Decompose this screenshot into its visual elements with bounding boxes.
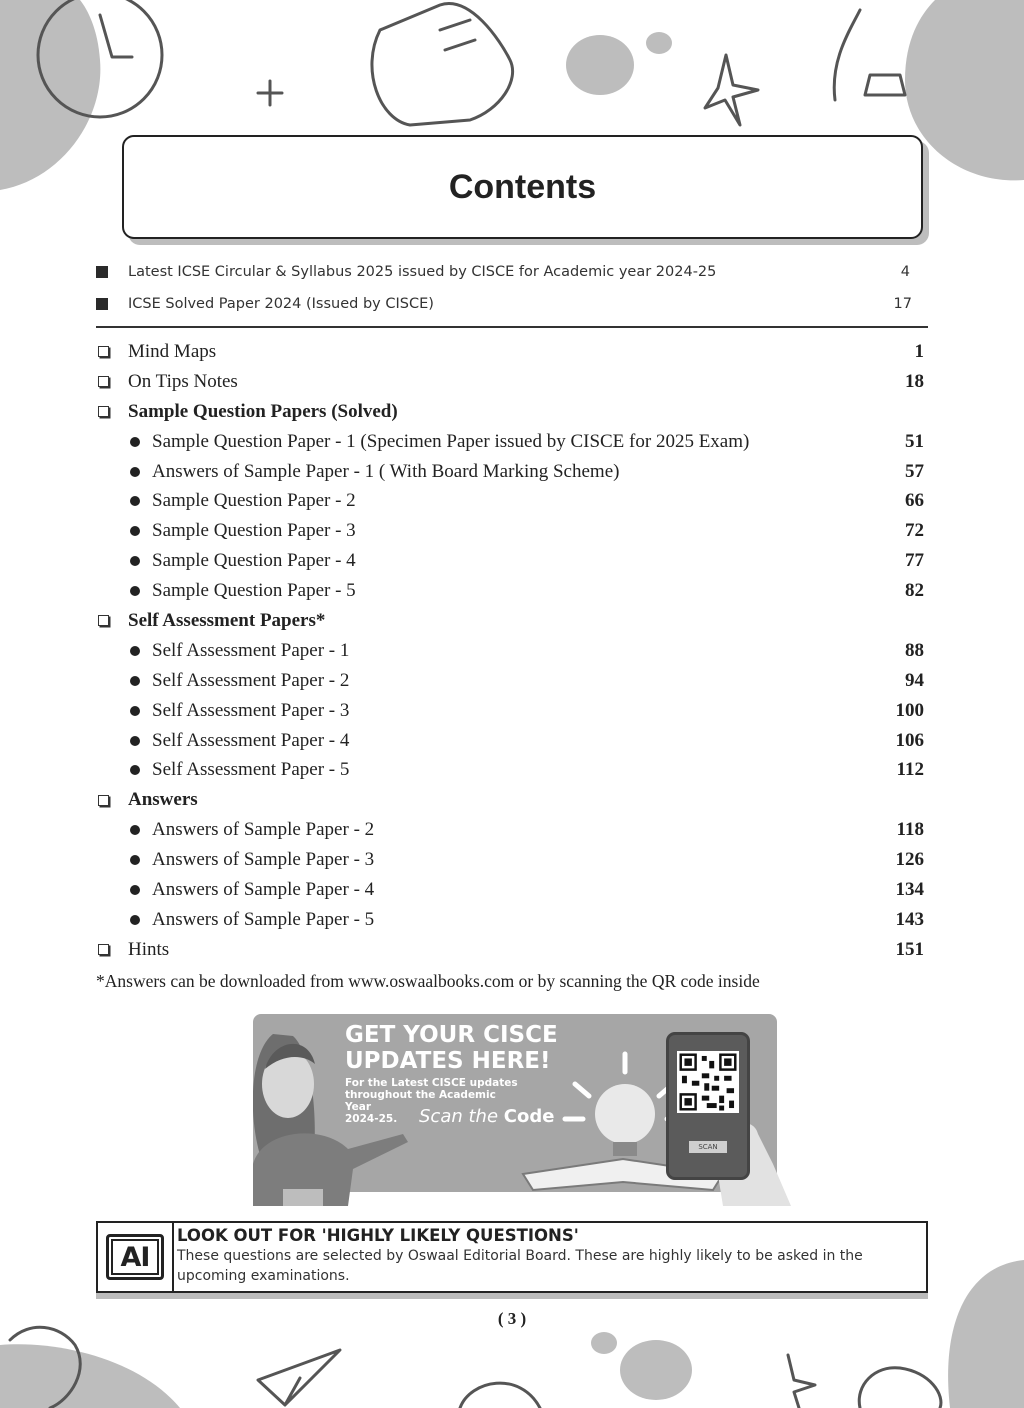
toc-row[interactable] [96,427,928,457]
phone-icon [666,1032,750,1180]
toc-page: 1 [914,340,924,362]
toc-page: 100 [895,699,924,721]
bullet-icon [130,467,140,477]
toc-row[interactable] [96,516,928,546]
toc-label: Self Assessment Paper - 2 [152,669,350,691]
banner-headline [345,1022,558,1074]
highlight-text [174,1223,926,1291]
sparkle-icon [705,55,758,125]
toc-page: 126 [895,849,924,871]
notebook-icon [372,4,513,125]
backpack-icon [834,10,905,100]
bullet-icon [130,825,140,835]
toc-label: Answers of Sample Paper - 4 [152,878,375,900]
checkbox-square-icon [98,376,109,387]
bullet-icon [130,526,140,536]
toc-label: Self Assessment Paper - 3 [152,699,350,721]
toc-row[interactable] [96,845,928,875]
toc-label: Self Assessment Paper - 4 [152,729,350,751]
toc-row[interactable] [96,457,928,487]
blob-bottom-right [948,1260,1024,1408]
toc-list [96,337,928,965]
contents-title-box [122,135,923,239]
toc-page: 118 [896,819,924,841]
filled-square-icon [96,266,108,278]
toc-section-label: Answers [128,789,198,811]
bullet-icon [130,915,140,925]
book-bottom-icon [460,1383,540,1408]
toc-top-row[interactable] [96,292,928,316]
banner-headline-line: UPDATES HERE! [345,1048,551,1074]
filled-square-icon [96,298,108,310]
footnote: *Answers can be downloaded from www.oswaalbooks.com or by scanning the QR code inside [96,971,760,991]
toc-page: 72 [905,520,924,542]
toc-label: Hints [128,938,170,960]
ai-badge-cell [98,1223,174,1291]
toc-page: 77 [905,550,924,572]
toc-row[interactable] [96,755,928,785]
ai-badge-icon: AI [106,1234,164,1280]
toc-page: 112 [896,759,924,781]
toc-row[interactable] [96,367,928,397]
toc-label: Self Assessment Paper - 1 [152,639,350,661]
toc-section-label: Sample Question Papers (Solved) [128,400,398,422]
toc-section [96,785,928,815]
bullet-icon [130,765,140,775]
bullet-icon [130,646,140,656]
toc-row[interactable] [96,726,928,756]
toc-label: Mind Maps [128,340,217,362]
toc-label: Sample Question Paper - 3 [152,520,356,542]
qr-code-icon[interactable] [677,1051,739,1113]
toc-page: 18 [905,370,924,392]
toc-page: 88 [905,639,924,661]
toc-label: Sample Question Paper - 1 (Specimen Paper issued by CISCE for 2025 Exam) [152,430,750,452]
bullet-icon [130,556,140,566]
checkbox-square-icon [98,795,109,806]
plus-icon [258,81,282,105]
toc-label: Sample Question Paper - 2 [152,490,356,512]
toc-label: Sample Question Paper - 5 [152,580,356,602]
banner-headline-line: GET YOUR CISCE [345,1022,558,1048]
banner-sub-line: throughout the Academic Year [345,1089,496,1113]
clock-icon [38,0,162,117]
bullet-icon [130,496,140,506]
toc-page: 106 [895,729,924,751]
cisce-updates-banner[interactable] [253,1014,791,1206]
toc-page: 151 [895,938,924,960]
highly-likely-questions-box [96,1221,928,1293]
toc-row[interactable] [96,486,928,516]
checkbox-square-icon [98,346,109,357]
toc-label: Answers of Sample Paper - 2 [152,819,375,841]
toc-row[interactable] [96,815,928,845]
toc-label: Sample Question Paper - 4 [152,550,356,572]
toc-row[interactable] [96,636,928,666]
bullet-icon [130,855,140,865]
toc-label: Answers of Sample Paper - 3 [152,849,375,871]
toc-page: 66 [905,490,924,512]
toc-page: 134 [895,878,924,900]
toc-section [96,397,928,427]
toc-label: Self Assessment Paper - 5 [152,759,350,781]
scan-the-code [419,1106,554,1127]
toc-row[interactable] [96,696,928,726]
toc-label: On Tips Notes [128,370,238,392]
toc-top-page: 4 [900,264,910,280]
scan-prefix: Scan the [419,1106,499,1127]
blob-top-left [0,0,100,190]
divider [96,326,928,328]
toc-top-page: 17 [893,296,912,312]
toc-row[interactable] [96,546,928,576]
banner-sub-line: 2024-25. [345,1113,398,1125]
highlight-body: These questions are selected by Oswaal Editorial Board. These are highly likely to be asked in the upcoming examinations. [177,1248,863,1284]
blob-small-top [566,35,634,95]
toc-row[interactable] [96,875,928,905]
bullet-icon [130,676,140,686]
banner-sub-line: For the Latest CISCE updates [345,1077,518,1089]
backpack-bottom-icon [10,1327,80,1408]
toc-row[interactable] [96,576,928,606]
paper-plane-icon [258,1350,340,1405]
bullet-icon [130,437,140,447]
toc-page: 94 [905,669,924,691]
toc-page: 82 [905,580,924,602]
toc-row[interactable] [96,337,928,367]
toc-page: 57 [905,460,924,482]
toc-top-row[interactable] [96,260,928,284]
bullet-icon [130,586,140,596]
checkbox-square-icon [98,406,109,417]
checkbox-square-icon [98,944,109,955]
checkbox-square-icon [98,615,109,626]
toc-page: 51 [905,430,924,452]
scan-bold: Code [503,1106,555,1127]
highlight-title: LOOK OUT FOR 'HIGHLY LIKELY QUESTIONS' [177,1226,579,1245]
blob-bottom-left [0,1344,180,1408]
page-title: Contents [448,167,597,206]
scan-button[interactable]: SCAN [689,1141,727,1153]
toc-label: Answers of Sample Paper - 5 [152,908,375,930]
bullet-icon [130,736,140,746]
toc-row[interactable] [96,666,928,696]
sparkle-bottom-icon [788,1355,815,1408]
bullet-icon [130,885,140,895]
toc-row[interactable] [96,935,928,965]
toc-label: Answers of Sample Paper - 1 ( With Board Marking Scheme) [152,460,620,482]
toc-section [96,606,928,636]
toc-page: 143 [895,908,924,930]
page-number: ( 3 ) [497,1309,527,1328]
toc-row[interactable] [96,905,928,935]
toc-top-label: Latest ICSE Circular & Syllabus 2025 issued by CISCE for Academic year 2024-25 [128,264,717,280]
bullet-icon [130,706,140,716]
face-bottom-icon [859,1368,941,1408]
toc-top-label: ICSE Solved Paper 2024 (Issued by CISCE) [128,296,434,312]
toc-section-label: Self Assessment Papers* [128,609,326,631]
